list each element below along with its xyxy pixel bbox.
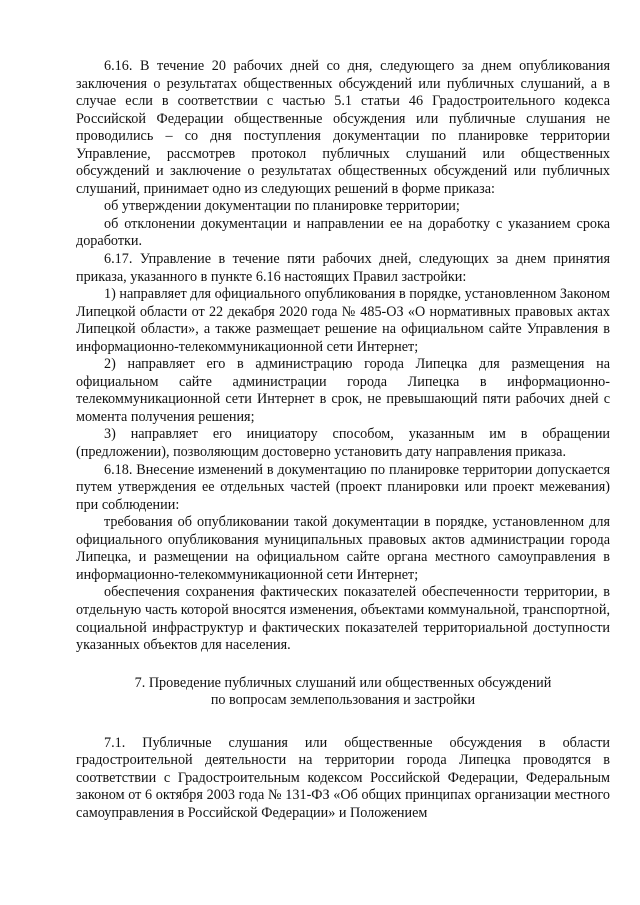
section-7-heading-line-1: 7. Проведение публичных слушаний или общественных обсуждений <box>134 674 552 691</box>
paragraph-7-1: 7.1. Публичные слушания или общественные обсуждения в области градостроительной деятельности на территории города Липецка проводятся в соответствии с Градостроительным кодексом Российской Федерации, Федеральным законом от 6 октября 2003 года № 131-ФЗ «Об общих принципах организации местного самоуправления в Российской Федерации» и Положением <box>76 734 610 821</box>
paragraph-6-17-item-1: 1) направляет для официального опубликования в порядке, установленном Законом Липецкой области от 22 декабря 2020 года № 485-ОЗ «О нормативных правовых актах Липецкой области», а также размещает решение на официальном сайте Управления в информационно-телекоммуникационной сети Интернет; <box>76 286 610 355</box>
paragraph-6-16: 6.16. В течение 20 рабочих дней со дня, следующего за днем опубликования заключения о результатах общественных обсуждений или публичных слушаний, а в случае если в соответствии с частью 5.1 статьи 46 Градостроительного кодекса Российской Федерации общественные обсуждения или публичные слушания не проводились – со дня поступления документации по планировке территории Управление, рассмотрев протокол публичных слушаний или общественных обсуждений и заключение о результатах общественных обсуждений или публичных слушаний, принимает одно из следующих решений в форме приказа: <box>76 58 610 197</box>
paragraph-6-18-condition-publication: требования об опубликовании такой документации в порядке, установленном для официального опубликования муниципальных правовых актов администрации города Липецка, и размещении на официальном сайте органа местного самоуправления в информационно-телекоммуникационной сети Интернет; <box>76 514 610 583</box>
paragraph-6-18-condition-indicators: обеспечения сохранения фактических показателей обеспеченности территории, в отдельную часть которой вносятся изменения, объектами коммунальной, транспортной, социальной инфраструктур и фактических показателей территориальной доступности указанных объектов для населения. <box>76 584 610 654</box>
paragraph-6-17-item-3: 3) направляет его инициатору способом, указанным им в обращении (предложении), позволяющим достоверно установить дату направления приказа. <box>76 426 610 461</box>
section-7-heading <box>76 675 610 710</box>
paragraph-6-18: 6.18. Внесение изменений в документацию по планировке территории допускается путем утверждения ее отдельных частей (проект планировки или проект межевания) при соблюдении: <box>76 461 610 513</box>
paragraph-6-17-item-2: 2) направляет его в администрацию города Липецка для размещения на официальном сайте администрации города Липецка в информационно-телекоммуникационной сети Интернет в срок, не превышающий пяти рабочих дней с момента получения решения; <box>76 356 610 425</box>
paragraph-6-17: 6.17. Управление в течение пяти рабочих дней, следующих за днем принятия приказа, указанного в пункте 6.16 настоящих Правил застройки: <box>76 251 610 285</box>
document-page <box>76 58 610 822</box>
paragraph-6-16-option-approve: об утверждении документации по планировке территории; <box>104 198 460 215</box>
section-7-heading-line-2: по вопросам землепользования и застройки <box>210 692 476 709</box>
paragraph-6-16-option-reject: об отклонении документации и направлении ее на доработку с указанием срока доработки. <box>76 215 610 250</box>
